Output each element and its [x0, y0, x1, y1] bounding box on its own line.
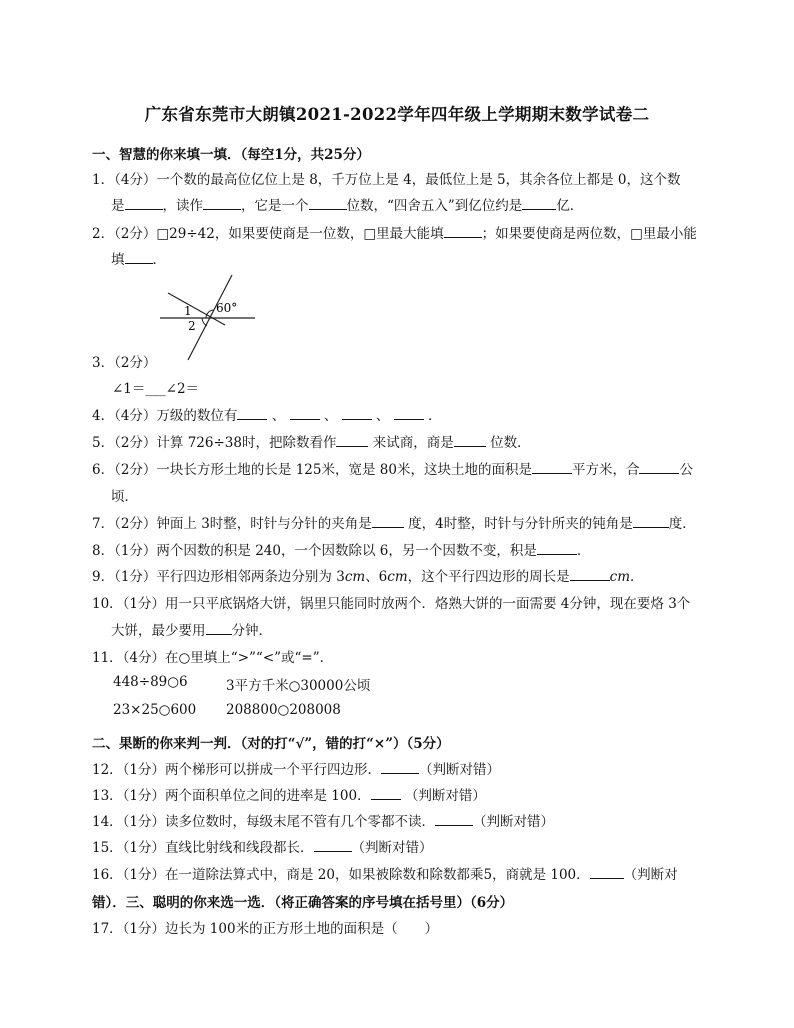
answer-blank [125, 197, 163, 210]
compare-item-4: 208800○208008 [226, 702, 341, 718]
q5-text-b: 来试商，商是 [372, 435, 454, 451]
q8-text-a: 8．（1分）两个因数的积是 240，一个因数除以 6，另一个因数不变，积是 [92, 543, 537, 559]
judge-hint: （判断对错） [404, 788, 486, 804]
question-14 [92, 810, 554, 830]
q9-text-a: 9．（1分）平行四边形相邻两条边分别为 3 [92, 569, 345, 585]
q4-text: 4．（4分）万级的数位有 [92, 408, 238, 424]
q8-text-b: ． [576, 543, 591, 559]
question-6-line-2: 顷． [111, 489, 138, 505]
unit-cm: cm [387, 569, 408, 585]
judge-hint: （判断对错） [351, 840, 433, 856]
question-6-line-1 [92, 458, 693, 478]
question-5 [92, 431, 531, 451]
question-8 [92, 539, 590, 559]
judge-hint: （判断对错） [419, 762, 501, 778]
q2-text-c: 填 [111, 252, 125, 268]
q16-text: 16．（1分）在一道除法算式中，商是 20，如果被除数和除数都乘5，商就是 100． [92, 867, 590, 883]
q9-text-d: ． [630, 569, 644, 585]
angle-label-60: 60° [216, 301, 238, 315]
answer-blank [522, 197, 556, 210]
question-16-line-2-section-3: 错）．三、聪明的你来选一选．（将正确答案的序号填在括号里）（6分） [92, 895, 514, 911]
answer-blank [372, 515, 404, 528]
answer-blank [309, 197, 347, 210]
unit-cm: cm [609, 569, 631, 585]
q2-text-d: ． [152, 252, 166, 268]
question-12 [92, 758, 500, 778]
answer-blank [203, 197, 241, 210]
q7-text-c: 度． [668, 516, 696, 532]
unit-cm: cm [344, 569, 366, 585]
q5-text-a: 5．（2分）计算 726÷38时，把除数看作 [92, 435, 337, 451]
q15-text: 15．（1分）直线比射线和线段都长． [92, 840, 314, 856]
answer-blank [290, 407, 320, 420]
question-4 [92, 404, 442, 424]
compare-item-1: 448÷89○6 [113, 674, 188, 690]
q7-text-a: 7．（2分）钟面上 3时整，时针与分针的夹角是 [92, 516, 372, 532]
answer-blank [639, 461, 679, 474]
question-2-line-1 [92, 222, 697, 242]
answer-blank [532, 461, 572, 474]
angle-figure [150, 270, 260, 365]
q10-text-b: 分钟． [231, 623, 272, 639]
q13-text: 13．（1分）两个面积单位之间的进率是 100． [92, 788, 371, 804]
separator: 、 [271, 408, 286, 424]
answer-blank [336, 434, 368, 447]
separator: 、 [375, 408, 390, 424]
answer-blank [444, 225, 482, 238]
exam-title: 广东省东莞市大朗镇2021-2022学年四年级上学期期末数学试卷二 [144, 105, 650, 124]
answer-blank [125, 251, 153, 264]
q9-text-c: ，这个平行四边形的周长是 [407, 569, 570, 585]
q2-text-b: ；如果要使商是两位数，□里最小能 [481, 226, 697, 242]
question-16-line-1 [92, 863, 678, 883]
question-10-line-1: 10．（1分）用一只平底锅烙大饼，锅里只能同时放两个．烙熟大饼的一面需要 4分钟，现在要烙 3个 [92, 596, 691, 612]
answer-blank [381, 761, 419, 774]
question-10-line-2 [111, 619, 272, 639]
period: ． [428, 408, 442, 424]
answer-blank [537, 542, 577, 555]
q1-text-d: 位数，“四舍五入”到亿位约是 [346, 198, 523, 214]
q2-text-a: 2．（2分）□29÷42，如果要使商是一位数，□里最大能填 [92, 226, 444, 242]
question-1-line-2 [111, 194, 583, 214]
answer-blank [570, 568, 610, 581]
question-2-line-2 [111, 248, 166, 268]
q6-text-c: 公 [679, 462, 693, 478]
answer-blank [237, 407, 267, 420]
compare-item-3: 23×25○600 [113, 702, 197, 718]
q6-text-a: 6．（2分）一块长方形土地的长是 125米，宽是 80米，这块土地的面积是 [92, 462, 532, 478]
q1-text-e: 亿． [556, 198, 584, 214]
question-15 [92, 836, 433, 856]
q5-text-c: 位数． [490, 435, 531, 451]
angle-label-1: 1 [184, 304, 192, 318]
answer-blank [371, 787, 401, 800]
q12-text: 12．（1分）两个梯形可以拼成一个平行四边形． [92, 762, 382, 778]
section-heading-1: 一、智慧的你来填一填．（每空1分，共25分） [92, 147, 370, 163]
q1-text-c: ，它是一个 [241, 198, 309, 214]
q14-text: 14．（1分）读多位数时，每级末尾不管有几个零都不读． [92, 814, 436, 830]
q6-text-b: 平方米，合 [571, 462, 640, 478]
q9-text-b: 、6 [365, 569, 388, 585]
answer-blank [454, 434, 486, 447]
q7-text-b: 度，4时整，时针与分针所夹的钝角是 [408, 516, 633, 532]
question-3-answer: ∠1＝___∠2＝ [112, 381, 200, 397]
question-17: 17．（1分）边长为 100米的正方形土地的面积是（ ） [92, 921, 439, 937]
question-1-line-1: 1．（4分）一个数的最高位亿位上是 8，千万位上是 4，最低位上是 5，其余各位上都是 0，这个数 [92, 172, 681, 188]
answer-blank [206, 622, 232, 635]
question-3-head: 3．（2分） [92, 355, 157, 371]
answer-blank [314, 839, 352, 852]
q10-text-a: 大饼，最少要用 [111, 623, 206, 639]
compare-item-2: 3平方千米○30000公顷 [226, 678, 371, 694]
judge-hint: （判断对错） [473, 814, 555, 830]
section-heading-2: 二、果断的你来判一判．（对的打“√”，错的打“×”）（5分） [92, 736, 450, 752]
answer-blank [342, 407, 372, 420]
answer-blank [590, 866, 624, 879]
angle-label-2: 2 [188, 319, 196, 333]
q1-text-a: 是 [111, 198, 125, 214]
answer-blank [394, 407, 424, 420]
judge-hint: （判断对 [623, 867, 678, 883]
question-9 [92, 565, 644, 585]
answer-blank [633, 515, 669, 528]
separator: 、 [323, 408, 338, 424]
question-13 [92, 784, 486, 804]
question-7 [92, 512, 696, 532]
question-11: 11．（4分）在○里填上“>”“<”或“=”． [92, 650, 334, 666]
q1-text-b: ，读作 [162, 198, 203, 214]
answer-blank [435, 813, 473, 826]
